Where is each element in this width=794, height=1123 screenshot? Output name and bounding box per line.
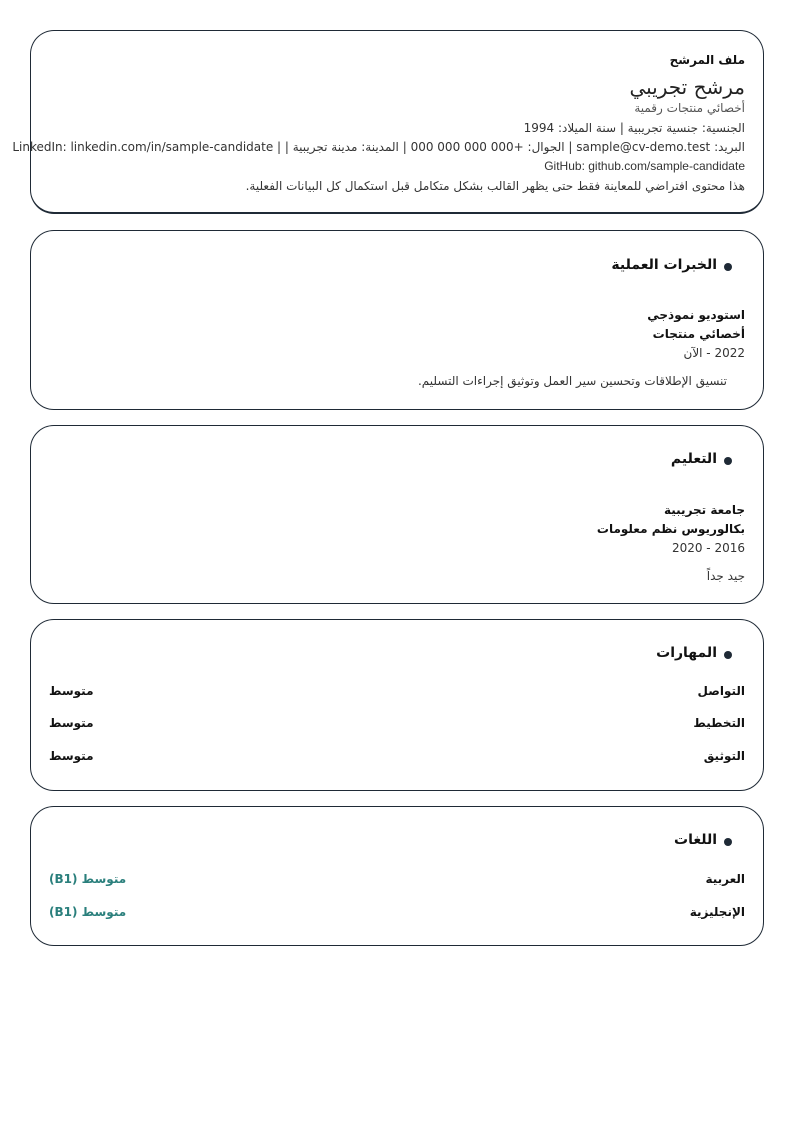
skill-level: متوسط [49, 684, 94, 698]
preview-note: هذا محتوى افتراضي للمعاينة فقط حتى يظهر القالب بشكل متكامل قبل استكمال كل البيانات الفعلية. [245, 179, 745, 193]
language-level: متوسط (B1) [49, 872, 127, 886]
education-grade: جيد جداً [706, 569, 745, 583]
language-name: العربية [705, 872, 745, 886]
candidate-name: مرشح تجريبي [629, 75, 745, 99]
github-line: GitHub: github.com/sample-candidate [544, 159, 745, 173]
candidate-header-card [12, 30, 764, 214]
language-level: متوسط (B1) [49, 905, 127, 919]
skill-level: متوسط [49, 749, 94, 763]
experience-title: الخبرات العملية [611, 257, 717, 273]
skill-name: التوثيق [703, 749, 745, 763]
skill-level: متوسط [49, 716, 94, 730]
experience-company: استوديو نموذجي [647, 308, 745, 322]
skill-name: التخطيط [693, 716, 745, 730]
section-bullet-icon [724, 838, 732, 846]
contact-line: البريد: sample@cv-demo.test | الجوال: +000 000 000 000 | المدينة: مدينة تجريبية | | LinkedIn: linkedin.com/in/sample-candidate [12, 140, 745, 154]
experience-section [30, 230, 764, 410]
section-bullet-icon [724, 457, 732, 465]
section-bullet-icon [724, 263, 732, 271]
languages-section [30, 806, 764, 946]
education-degree: بكالوريوس نظم معلومات [596, 522, 745, 536]
education-section [30, 425, 764, 604]
language-name: الإنجليزية [689, 905, 745, 919]
experience-description: تنسيق الإطلاقات وتحسين سير العمل وتوثيق إجراءات التسليم. [417, 374, 727, 388]
candidate-profile-label: ملف المرشح [669, 53, 745, 67]
education-title: التعليم [670, 451, 717, 467]
education-institution: جامعة تجريبية [663, 503, 745, 517]
section-bullet-icon [724, 651, 732, 659]
experience-role: أخصائي منتجات [652, 327, 745, 341]
skills-title: المهارات [656, 645, 717, 661]
languages-title: اللغات [674, 832, 717, 848]
experience-period: 2022 - الآن [683, 346, 745, 360]
education-period: 2016 - 2020 [671, 541, 745, 555]
skill-name: التواصل [697, 684, 745, 698]
nationality-birth-line: الجنسية: جنسية تجريبية | سنة الميلاد: 1994 [523, 121, 745, 135]
skills-section [30, 619, 764, 791]
candidate-job-title: أخصائي منتجات رقمية [634, 101, 745, 115]
